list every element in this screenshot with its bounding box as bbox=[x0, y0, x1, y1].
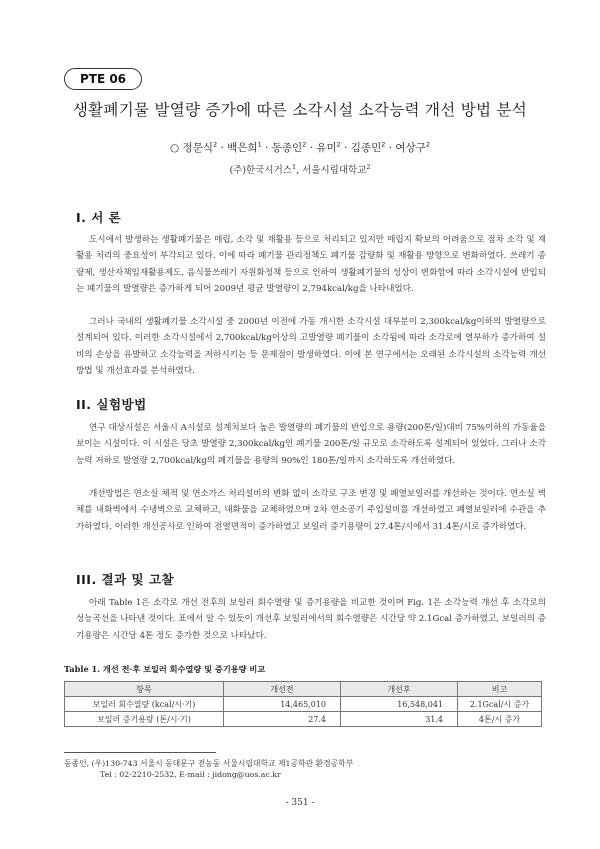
footnote-divider bbox=[64, 752, 216, 753]
section-heading-introduction: I. 서 론 bbox=[76, 210, 122, 225]
author-list: ○ 정문식$^2$ · 백은희$^1$ · 동종인$^2$ · 유미$^2$ · 김종민$^2$ · 여상구$^2$ bbox=[170, 140, 430, 154]
author-name: 정문식$^2$ bbox=[182, 140, 218, 154]
affiliation-mark: 2 bbox=[366, 162, 371, 171]
author-name: 동종인$^2$ bbox=[271, 140, 307, 154]
methods-paragraph-2: 개선방법은 연소실 체적 및 연소가스 처리설비의 변화 없이 소각로 구조 변경 및 폐열보일러를 개선하는 것이다. 연소실 벽체를 내화벽에서 수냉벽으로 교체하고, 내화물을 교체하였으며 2차 연소공기 주입설비를 개선하였고 폐열보일러에 수관을 추가하였다. 이러한 개선공사로 인하여 전열면적이 증가하였고 보일러 증기용량이 27.4톤/시에서 31.4톤/시로 증가하였다. bbox=[76, 489, 546, 532]
author-affiliation-mark: 2 bbox=[302, 140, 307, 149]
author-affiliation-mark: 2 bbox=[212, 140, 218, 149]
author-name: 백은희$^1$ bbox=[227, 140, 262, 154]
comparison-table bbox=[64, 681, 542, 727]
affiliation-name: (주)한국시거스$^1$ bbox=[229, 162, 297, 176]
intro-paragraph-1: 도시에서 발생하는 생활폐기물은 매립, 소각 및 재활용 등으로 처리되고 있지만 매립지 확보의 어려움으로 점차 소각 및 재활용 처리의 중요성이 부각되고 있다. 이에 따라 폐기물 관리정책도 폐기물 감량화 및 재활용 방향으로 변화하였다. 쓰레기 종량제, 생산자책임재활용제도, 음식물쓰레기 자원화정책 등으로 인하여 생활폐기물의 성상이 변화함에 따라 소각시설에 반입되는 폐기물의 발열량은 증가하게 되어 2009년 평균 발열량이 2,794kcal/kg을 나타내었다. bbox=[76, 235, 546, 294]
author-name: 여상구$^2$ bbox=[395, 140, 430, 154]
author-affiliation-mark: 1 bbox=[257, 140, 262, 149]
column-header: 개선후 bbox=[341, 682, 458, 697]
affiliation-name: 서울시립대학교$^2$ bbox=[302, 162, 371, 176]
author-name: 유미$^2$ bbox=[316, 140, 341, 154]
footnote-contact: Tel : 02-2210-2532, E-mail : jidong@uos.ac.kr bbox=[100, 770, 281, 779]
table-cell: 2.1Gcal/시 증가 bbox=[458, 697, 542, 712]
table-caption: Table 1. 개선 전·후 보일러 회수열량 및 증기용량 비교 bbox=[64, 664, 266, 674]
table-cell: 14,465,010 bbox=[224, 697, 341, 712]
column-header: 개선전 bbox=[224, 682, 341, 697]
paper-title: 생활폐기물 발열량 증가에 따른 소각시설 소각능력 개선 방법 분석 bbox=[72, 101, 528, 119]
footnote-address: 동종인, (우)130-743 서울시 동대문구 전농동 서울시립대학교 제1공학관 환경공학부 bbox=[64, 759, 354, 768]
table-cell: 16,548,041 bbox=[341, 697, 458, 712]
methods-paragraph-1: 연구 대상시설은 서울시 A시설로 설계치보다 높은 발열량의 폐기물의 반입으로 용량(200톤/일)대비 75%이하의 가동율을 보이는 시설이다. 이 시설은 당초 발열량 2,300kcal/kg인 폐기물 200톤/일 규모로 소각하도록 설계되어 있었다. 그러나 소각능력 저하로 발열량 2,700kcal/kg의 폐기물을 용량의 90%인 180톤/일까지 소각하도록 개선하였다. bbox=[76, 423, 546, 466]
table-cell: 27.4 bbox=[224, 712, 341, 727]
author-affiliation-mark: 2 bbox=[336, 140, 341, 149]
table-row bbox=[65, 697, 542, 712]
affiliation-mark: 1 bbox=[291, 162, 297, 171]
section-heading-results: III. 결과 및 고찰 bbox=[76, 572, 175, 587]
results-paragraph-1: 아래 Table 1은 소각로 개선 전후의 보일러 회수열량 및 증기용량을 비교한 것이며 Fig. 1은 소각능력 개선 후 소각로의 성능곡선을 나타낸 것이다. 표에서 알 수 있듯이 개선후 보일러에서의 회수열량은 시간당 약 2.1Gcal 증가하였고, 보일러의 증기용량은 시간당 4톤 정도 증가한 것으로 나타났다. bbox=[76, 598, 546, 641]
author-affiliation-mark: 2 bbox=[381, 140, 386, 149]
page-number: - 351 - bbox=[285, 798, 315, 808]
presenter-marker: ○ bbox=[170, 142, 183, 154]
intro-paragraph-2: 그러나 국내의 생활폐기물 소각시설 중 2000년 이전에 가동 개시한 소각시설 대부분이 2,300kcal/kg이하의 발열량으로 설계되어 있다. 이러한 소각시설에서 2,700kcal/kg이상의 고발열량 폐기물이 소각됨에 따라 소각로에 열부하가 증가하여 설비의 손상을 유발하고 소각능력을 저하시키는 등 문제점이 발생하였다. 이에 본 연구에서는 오래된 소각시설의 소각능력 개선 방법 및 개선효과를 분석하였다. bbox=[76, 317, 546, 376]
section-heading-methods: II. 실험방법 bbox=[76, 397, 147, 412]
column-header: 비고 bbox=[458, 682, 542, 697]
column-header: 항목 bbox=[65, 682, 224, 697]
table-cell: 31.4 bbox=[341, 712, 458, 727]
table-header-row bbox=[65, 682, 542, 697]
author-name: 김종민$^2$ bbox=[350, 140, 386, 154]
affiliation-list: (주)한국시거스$^1$, 서울시립대학교$^2$ bbox=[229, 162, 371, 176]
table-row bbox=[65, 712, 542, 727]
table-cell: 보일러 증기용량 (톤/시·기) bbox=[65, 712, 224, 727]
author-affiliation-mark: 2 bbox=[425, 140, 430, 149]
table-cell: 4톤/시 증가 bbox=[458, 712, 542, 727]
table-cell: 보일러 회수열량 (kcal/시·기) bbox=[65, 697, 224, 712]
session-code-badge: PTE 06 bbox=[64, 68, 142, 90]
